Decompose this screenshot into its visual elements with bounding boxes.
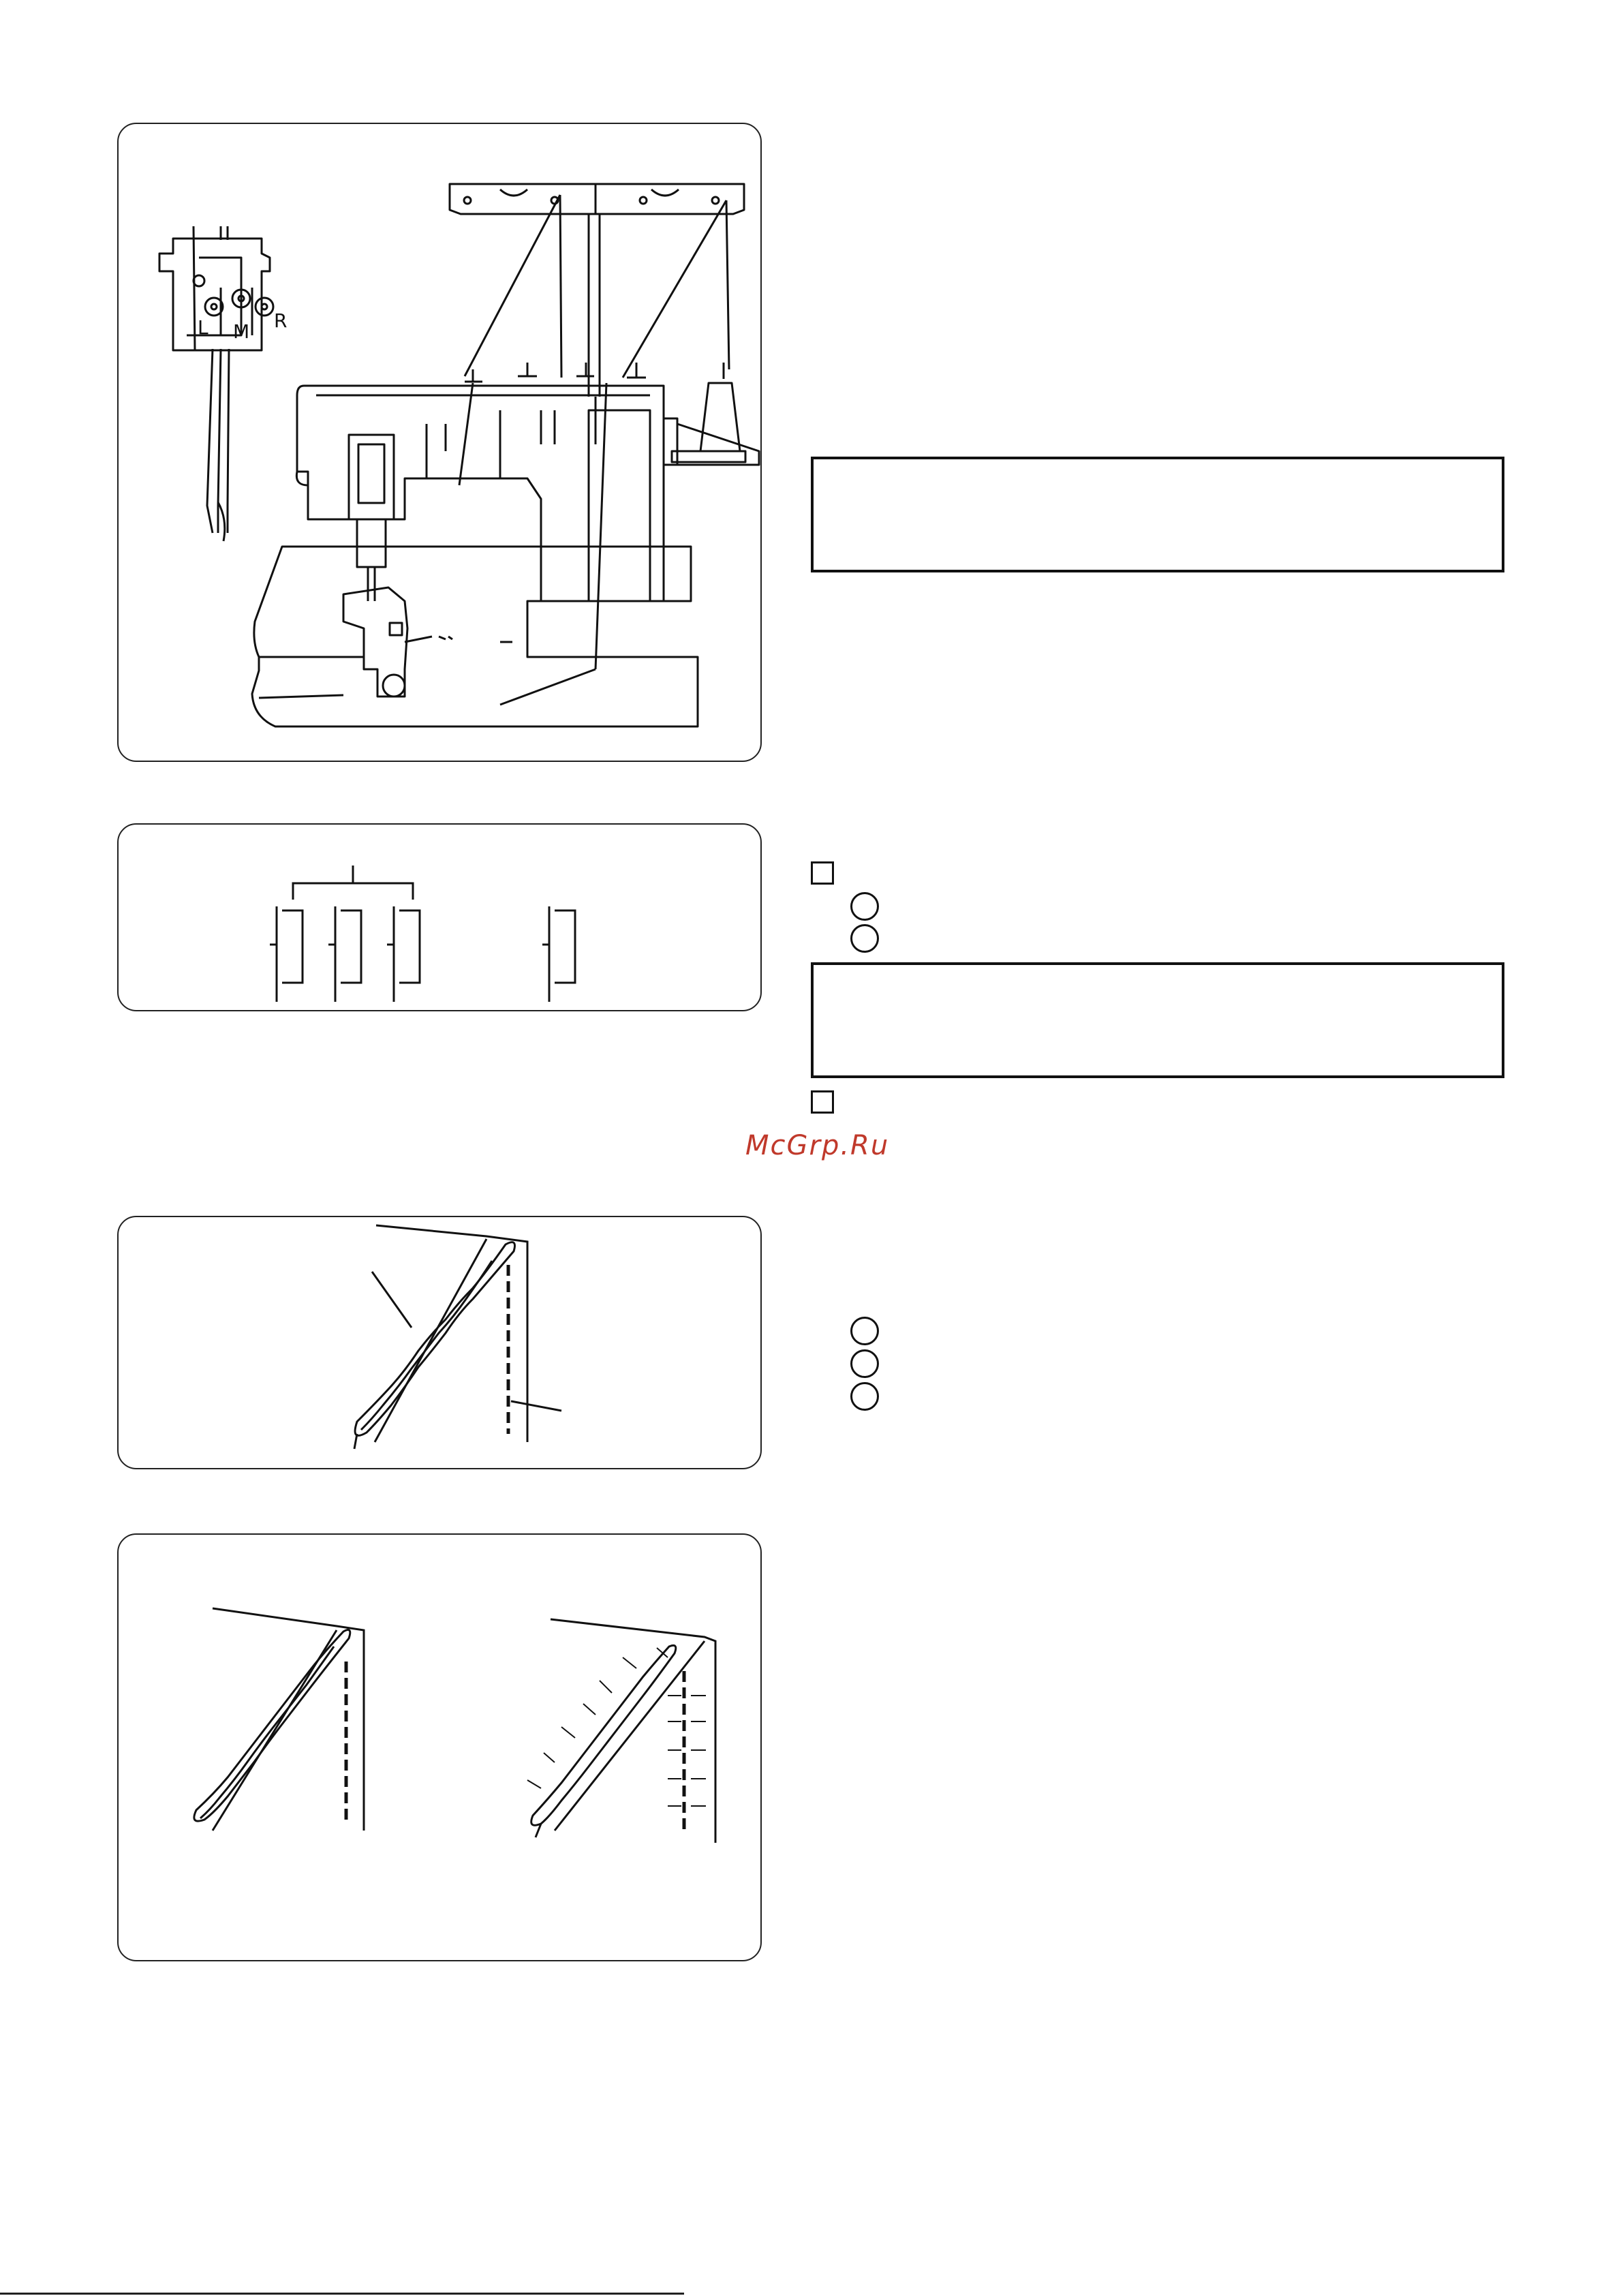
needle-indicator-3	[387, 906, 420, 1002]
note-box-2	[811, 962, 1504, 1078]
circle-marker-icon	[850, 1382, 879, 1411]
thread-stand	[450, 184, 745, 705]
circle-marker-icon	[850, 924, 879, 953]
overlock-machine-body	[252, 386, 759, 726]
circle-marker-icon	[850, 1349, 879, 1378]
note-box-1	[811, 457, 1504, 572]
needle-clamp-detail	[159, 226, 273, 541]
watermark: McGrp.Ru	[745, 1130, 890, 1161]
needle-indicator-2	[328, 906, 361, 1002]
circle-marker-icon	[850, 1317, 879, 1345]
stitch-sample-left	[194, 1608, 364, 1831]
figure-panel-machine	[117, 123, 762, 762]
needle-label-left: L	[198, 316, 208, 339]
machine-illustration	[119, 124, 763, 763]
circle-marker-icon	[850, 892, 879, 921]
needle-indicator-4	[542, 906, 575, 1002]
figure-panel-needle-positions	[117, 823, 762, 1011]
square-marker-icon	[811, 1090, 834, 1114]
needle-indicator-1	[270, 906, 303, 1002]
figure-panel-stitch-comparison	[117, 1533, 762, 1961]
figure-panel-stitch-sample	[117, 1216, 762, 1469]
chain-stitch	[354, 1242, 515, 1449]
needle-position-diagram	[119, 825, 763, 1013]
stitch-comparison-illustration	[119, 1535, 763, 1963]
stitch-sample-right	[527, 1619, 715, 1843]
square-marker-icon	[811, 861, 834, 885]
footer-rule	[0, 2293, 684, 2295]
needle-label-right: R	[274, 309, 288, 332]
needle-label-middle: M	[233, 320, 250, 343]
stitch-sample-illustration	[119, 1217, 763, 1471]
